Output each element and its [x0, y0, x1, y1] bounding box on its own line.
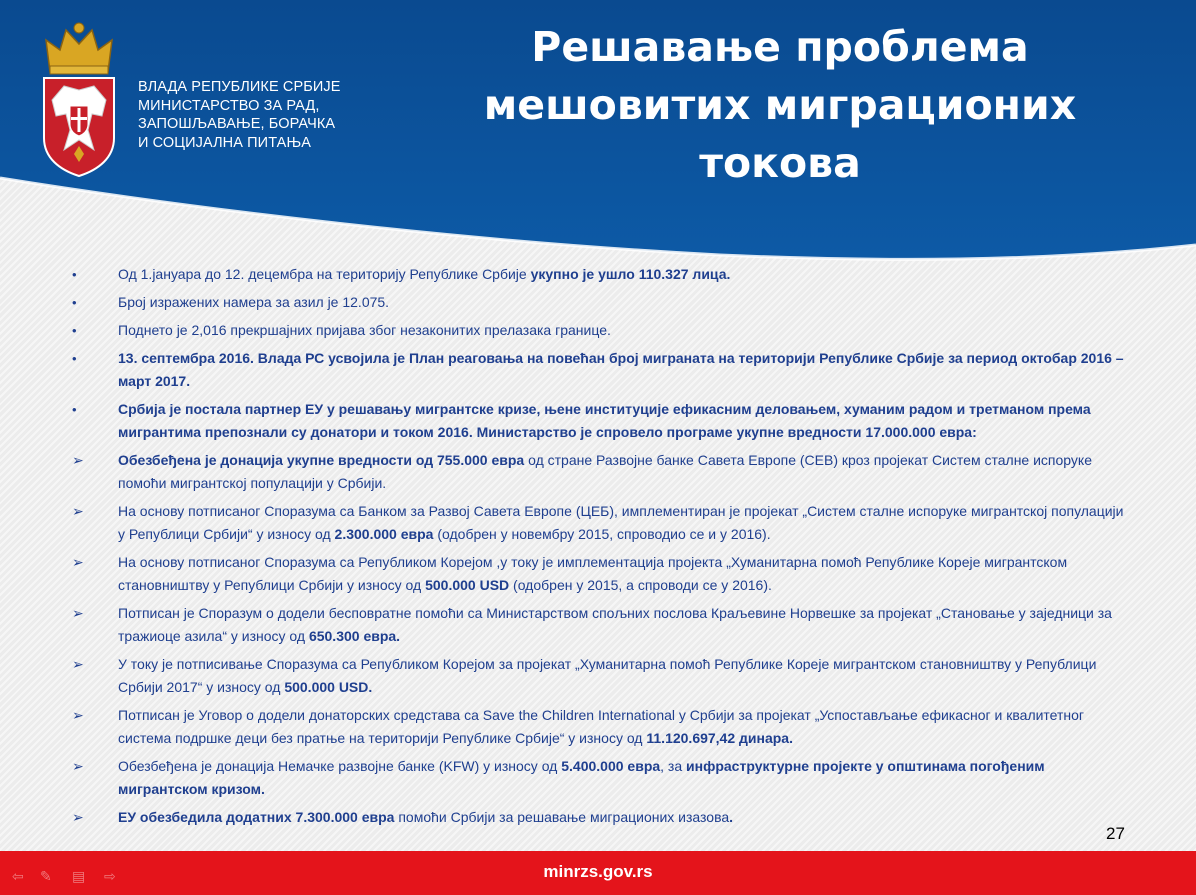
- text-segment: На основу потписаног Споразума са Републиком Корејом ,у току је имплементација пројекта „Хуманитарна помоћ Републике Кореје мигрантском становништву у Републици Србији у износу од: [118, 554, 1068, 593]
- text-segment: ЕУ обезбедила додатних 7.300.000 евра: [118, 809, 395, 825]
- text-segment: 11.120.697,42 динара.: [646, 730, 793, 746]
- pen-icon[interactable]: ✎: [40, 868, 52, 884]
- ministry-line: И СОЦИЈАЛНА ПИТАЊА: [138, 134, 311, 151]
- list-item-text: [118, 605, 1112, 644]
- ministry-line: ЗАПОШЉАВАЊЕ, БОРАЧКА: [138, 116, 336, 132]
- text-segment: .: [729, 809, 734, 825]
- list-item: [72, 704, 1132, 750]
- list-item: [72, 319, 1132, 342]
- slide-title-line: Решавање проблема: [531, 23, 1029, 71]
- bullet-icon: •: [72, 402, 77, 417]
- bullet-icon: •: [72, 267, 77, 282]
- slide-title-line: мешовитих миграционих: [483, 81, 1077, 129]
- list-item-text: [118, 322, 611, 338]
- text-segment: На основу потписаног Споразума са Банком за Развој Савета Европе (ЦЕБ), имплементиран је пројекат „Систем сталне испоруке мигрантској популацији у Републици Србији“ у износу од: [118, 503, 1124, 542]
- text-segment: (одобрен у 2015, а спроводи се у 2016).: [509, 577, 772, 593]
- list-item: [72, 551, 1132, 597]
- text-segment: Обезбеђена је донација укупне вредности од 755.000 евра: [118, 452, 525, 468]
- ministry-name: [138, 78, 398, 152]
- text-segment: Од 1.јануара до 12. децембра на територију Републике Србије: [118, 266, 531, 282]
- list-item-text: [118, 656, 1096, 695]
- list-item: [72, 449, 1132, 495]
- arrow-bullet-icon: ➢: [72, 554, 84, 570]
- bullet-icon: •: [72, 323, 77, 338]
- list-item-text: [118, 266, 730, 282]
- text-segment: (одобрен у новембру 2015, спроводио се и у 2016).: [433, 526, 771, 542]
- arrow-bullet-icon: ➢: [72, 758, 84, 774]
- text-segment: Потписан је Споразум о додели бесповратне помоћи са Министарством спољних послова Краљевине Норвешке за пројекат „Становање у заједници за тражиоце азила“ у износу од: [118, 605, 1112, 644]
- list-item: [72, 398, 1132, 444]
- menu-icon[interactable]: ▤: [72, 868, 86, 884]
- text-segment: 500.000 USD: [425, 577, 510, 593]
- list-item: [72, 653, 1132, 699]
- list-item-text: [118, 503, 1123, 542]
- text-segment: 500.000 USD.: [284, 679, 373, 695]
- slide-title-line: токова: [699, 139, 861, 187]
- text-segment: У току је потписивање Споразума са Републиком Корејом за пројекат „Хуманитарна помоћ Републике Кореје мигрантском становништву у Републици Србији 2017“ у износу од: [118, 656, 1097, 695]
- list-item-text: [118, 554, 1067, 593]
- ministry-line: МИНИСТАРСТВО ЗА РАД,: [138, 97, 320, 114]
- text-segment: помоћи Србији за решавање миграционих изазова: [394, 809, 730, 825]
- text-segment: 5.400.000 евра: [561, 758, 661, 774]
- back-arrow-icon[interactable]: ⇦: [12, 868, 24, 884]
- list-item-text: [118, 809, 733, 825]
- list-item-text: [118, 294, 389, 310]
- text-segment: Србија је постала партнер ЕУ у решавању мигрантске кризе, њене институције ефикасним деловањем, хуманим радом и третманом према мигрантима препознали су донатори и током 2016. Министарство је спровело програме укупне вредности 17.000.000 евра:: [118, 401, 1091, 440]
- list-item-text: [118, 707, 1084, 746]
- list-item-text: [118, 350, 1124, 389]
- list-item: [72, 806, 1132, 829]
- list-item: [72, 263, 1132, 286]
- list-item: [72, 291, 1132, 314]
- text-segment: Обезбеђена је донација Немачке развојне банке (KFW) у износу од: [118, 758, 562, 774]
- list-item: [72, 602, 1132, 648]
- footer-bar: [0, 851, 1196, 895]
- coat-of-arms-icon: [36, 20, 122, 180]
- list-item: [72, 755, 1132, 801]
- arrow-bullet-icon: ➢: [72, 707, 84, 723]
- slide-content-list: [72, 263, 1132, 834]
- text-segment: Потписан је Уговор о додели донаторских средстава са Save the Children International у Србији за пројекат „Успостављање ефикасног и квалитетног система подршке деци без пратње на територији Републике Србије“ у износу од: [118, 707, 1085, 746]
- list-item-text: [118, 758, 1045, 797]
- list-item-text: [118, 401, 1091, 440]
- arrow-bullet-icon: ➢: [72, 809, 84, 825]
- text-segment: Број изражених намера за азил је 12.075.: [118, 294, 390, 310]
- text-segment: од стране Развојне банке Савета Европе (СЕВ) кроз пројекат Систем сталне испоруке помоћи мигрантској популацији у Србији.: [118, 452, 1092, 491]
- text-segment: укупно је ушло 110.327 лица.: [530, 266, 731, 282]
- arrow-bullet-icon: ➢: [72, 503, 84, 519]
- footer-website: minrzs.gov.rs: [543, 862, 653, 881]
- arrow-bullet-icon: ➢: [72, 605, 84, 621]
- list-item: [72, 347, 1132, 393]
- bullet-icon: •: [72, 351, 77, 366]
- page-number: 27: [1106, 824, 1125, 843]
- text-segment: 650.300 евра.: [308, 628, 401, 644]
- forward-arrow-icon[interactable]: ⇨: [104, 868, 116, 884]
- arrow-bullet-icon: ➢: [72, 656, 84, 672]
- text-segment: , за: [660, 758, 687, 774]
- text-segment: Поднето је 2,016 прекршајних пријава због незаконитих прелазака границе.: [118, 322, 611, 338]
- slide-title: [440, 18, 1120, 192]
- bullet-icon: •: [72, 295, 77, 310]
- text-segment: инфраструктурне пројекте у општинама погођеним мигрантском кризом.: [118, 758, 1045, 797]
- list-item: [72, 500, 1132, 546]
- list-item-text: [118, 452, 1092, 491]
- arrow-bullet-icon: ➢: [72, 452, 84, 468]
- text-segment: 2.300.000 евра: [334, 526, 434, 542]
- ministry-line: ВЛАДА РЕПУБЛИКЕ СРБИЈЕ: [138, 79, 341, 95]
- text-segment: 13. септембра 2016. Влада РС усвојила је План реаговања на повећан број миграната на територији Републике Србије за период октобар 2016 – март 2017.: [118, 350, 1124, 389]
